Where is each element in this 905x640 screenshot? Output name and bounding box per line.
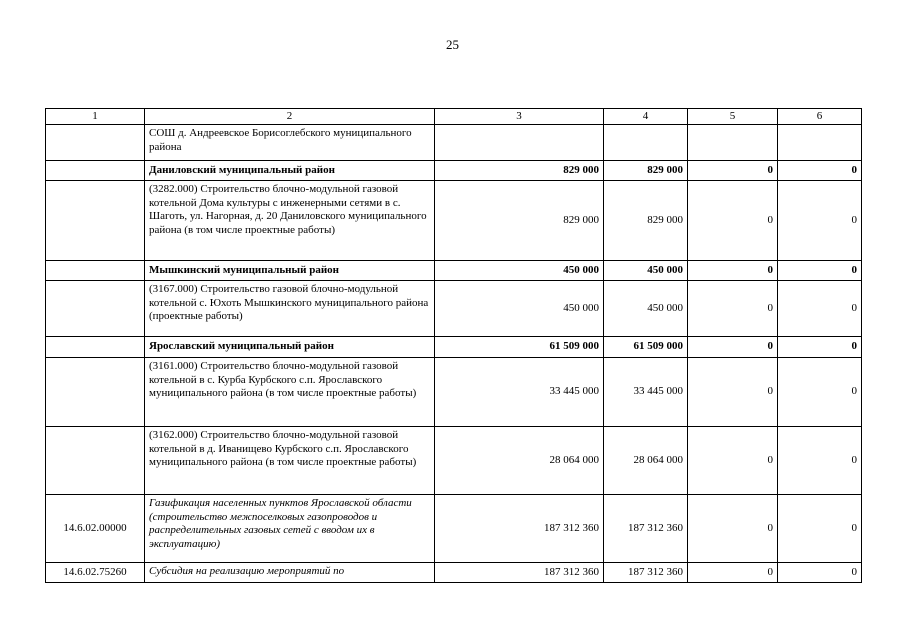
- row-value-col5: 0: [688, 261, 778, 281]
- row-code-cell: 14.6.02.00000: [46, 495, 145, 563]
- row-value-col4: 28 064 000: [604, 427, 688, 495]
- row-value-col5: 0: [688, 427, 778, 495]
- row-value-col5: 0: [688, 161, 778, 181]
- row-value-col6: 0: [778, 161, 862, 181]
- table-row: [46, 161, 862, 181]
- table-row: [46, 125, 862, 161]
- column-header-3: 3: [435, 109, 604, 125]
- row-value-col5: 0: [688, 563, 778, 583]
- row-code-cell: [46, 427, 145, 495]
- table-row: [46, 563, 862, 583]
- row-value-col6: [778, 125, 862, 161]
- column-header-1: 1: [46, 109, 145, 125]
- row-code-cell: [46, 337, 145, 358]
- row-code-cell: [46, 281, 145, 337]
- row-name-cell: (3162.000) Строительство блочно-модульной газовой котельной в д. Иванищево Курбского с.п. Ярославского муниципального района (в том числе проектные работы): [145, 427, 435, 495]
- table-body: [46, 109, 862, 583]
- row-name-cell: (3282.000) Строительство блочно-модульной газовой котельной Дома культуры с инженерными сетями в с. Шаготь, ул. Нагорная, д. 20 Даниловского муниципального района (в том числе проектные работы): [145, 181, 435, 261]
- row-code-cell: [46, 358, 145, 427]
- table-row: [46, 261, 862, 281]
- row-value-col5: 0: [688, 495, 778, 563]
- row-code-cell: [46, 181, 145, 261]
- row-value-col5: 0: [688, 181, 778, 261]
- row-name-cell: Ярославский муниципальный район: [145, 337, 435, 358]
- table-row: [46, 427, 862, 495]
- row-value-col3: 33 445 000: [435, 358, 604, 427]
- row-value-col4: 187 312 360: [604, 495, 688, 563]
- row-value-col3: 829 000: [435, 161, 604, 181]
- row-value-col4: 450 000: [604, 261, 688, 281]
- row-name-cell: (3161.000) Строительство блочно-модульной газовой котельной в с. Курба Курбского с.п. Ярославского муниципального района (в том числе проектные работы): [145, 358, 435, 427]
- column-header-6: 6: [778, 109, 862, 125]
- column-header-5: 5: [688, 109, 778, 125]
- row-value-col6: 0: [778, 495, 862, 563]
- row-value-col4: 450 000: [604, 281, 688, 337]
- row-value-col4: 187 312 360: [604, 563, 688, 583]
- column-header-2: 2: [145, 109, 435, 125]
- row-value-col3: 829 000: [435, 181, 604, 261]
- row-value-col3: 187 312 360: [435, 563, 604, 583]
- page-number: 25: [446, 37, 459, 52]
- row-value-col4: [604, 125, 688, 161]
- row-value-col3: 61 509 000: [435, 337, 604, 358]
- budget-table: [45, 108, 862, 583]
- table-row: [46, 337, 862, 358]
- row-code-cell: 14.6.02.75260: [46, 563, 145, 583]
- table-row: [46, 281, 862, 337]
- row-name-cell: Газификация населенных пунктов Ярославской области (строительство межпоселковых газопроводов и распределительных газовых сетей с вводом их в эксплуатацию): [145, 495, 435, 563]
- row-name-cell: Даниловский муниципальный район: [145, 161, 435, 181]
- row-value-col3: 450 000: [435, 281, 604, 337]
- row-value-col3: 28 064 000: [435, 427, 604, 495]
- row-value-col6: 0: [778, 181, 862, 261]
- row-value-col6: 0: [778, 337, 862, 358]
- table-row: [46, 358, 862, 427]
- row-value-col3: 187 312 360: [435, 495, 604, 563]
- row-value-col5: [688, 125, 778, 161]
- row-value-col6: 0: [778, 281, 862, 337]
- row-name-cell: Мышкинский муниципальный район: [145, 261, 435, 281]
- table-row: [46, 495, 862, 563]
- column-header-4: 4: [604, 109, 688, 125]
- table-row: [46, 181, 862, 261]
- row-name-cell: СОШ д. Андреевское Борисоглебского муниципального района: [145, 125, 435, 161]
- row-value-col6: 0: [778, 427, 862, 495]
- row-value-col6: 0: [778, 563, 862, 583]
- row-value-col5: 0: [688, 281, 778, 337]
- row-name-cell: (3167.000) Строительство газовой блочно-модульной котельной с. Юхоть Мышкинского муниципального района (проектные работы): [145, 281, 435, 337]
- row-code-cell: [46, 161, 145, 181]
- row-value-col4: 61 509 000: [604, 337, 688, 358]
- row-value-col4: 829 000: [604, 181, 688, 261]
- row-value-col5: 0: [688, 358, 778, 427]
- row-value-col3: [435, 125, 604, 161]
- row-code-cell: [46, 261, 145, 281]
- row-value-col5: 0: [688, 337, 778, 358]
- row-value-col3: 450 000: [435, 261, 604, 281]
- row-value-col4: 829 000: [604, 161, 688, 181]
- row-value-col6: 0: [778, 358, 862, 427]
- row-value-col4: 33 445 000: [604, 358, 688, 427]
- table-header-row: [46, 109, 862, 125]
- row-value-col6: 0: [778, 261, 862, 281]
- row-code-cell: [46, 125, 145, 161]
- row-name-cell: Субсидия на реализацию мероприятий по: [145, 563, 435, 583]
